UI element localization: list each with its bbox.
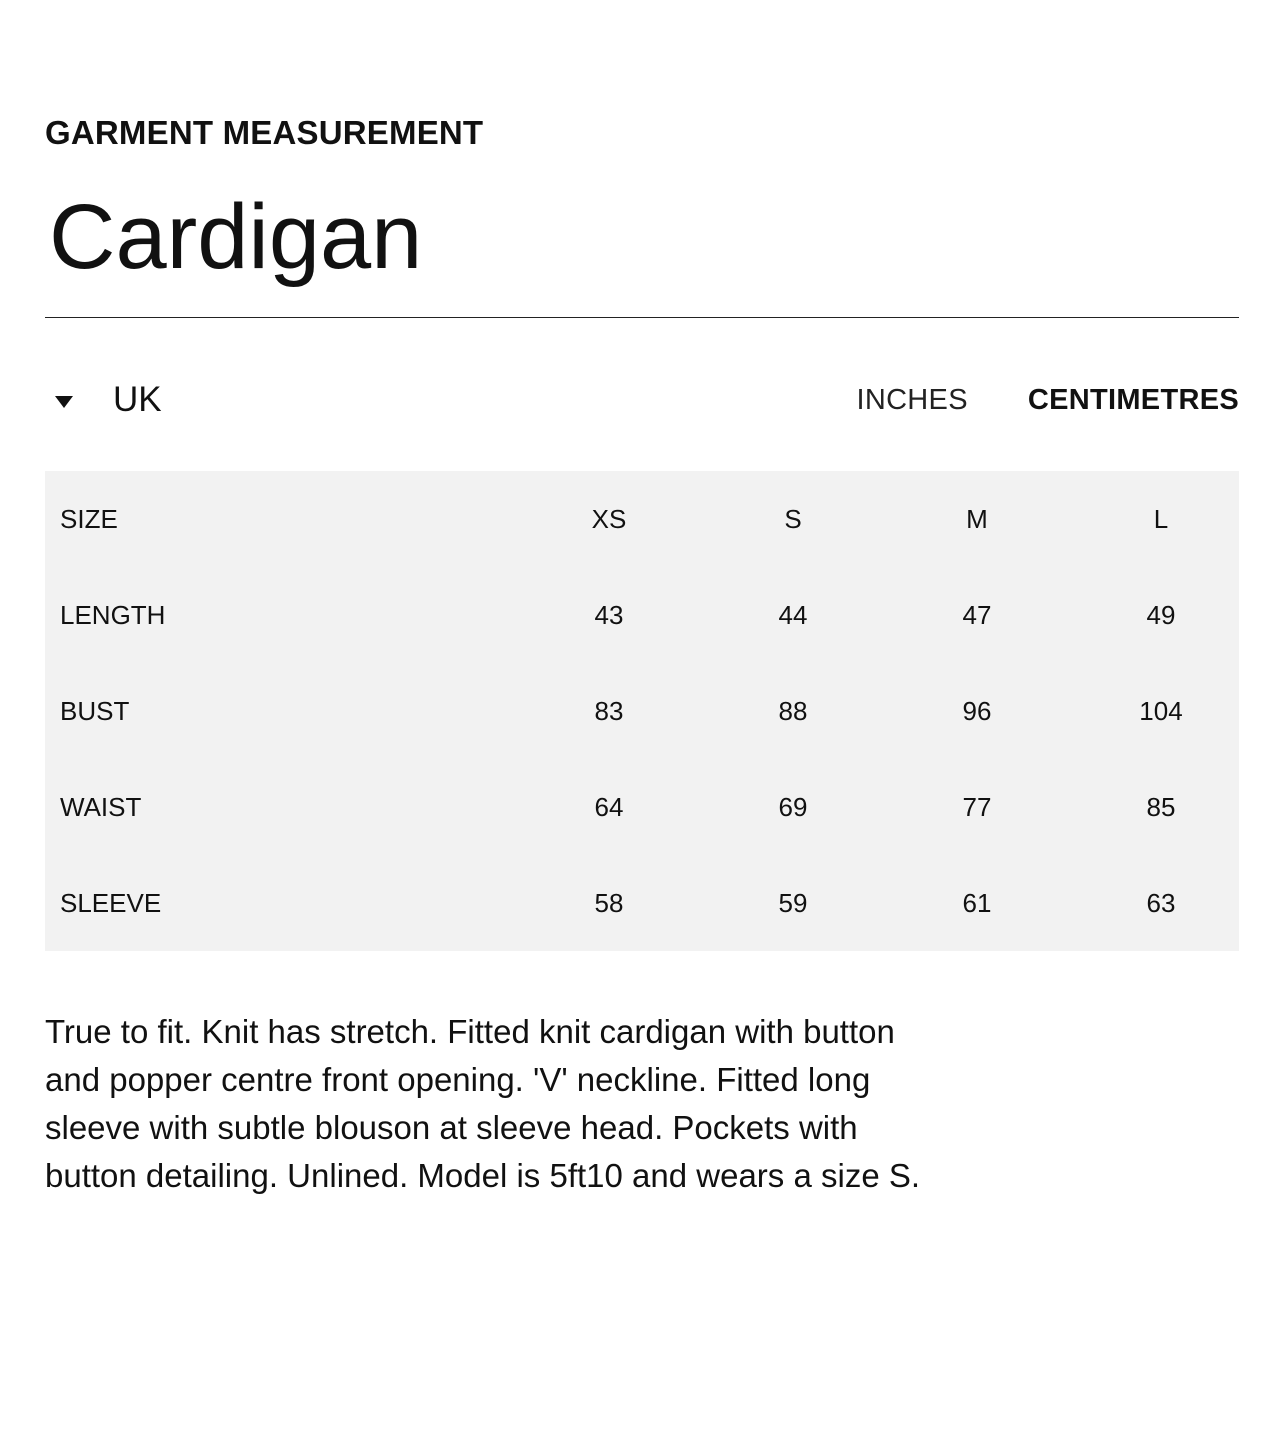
table-cell: 64	[594, 791, 624, 822]
caret-down-icon	[55, 396, 73, 408]
product-description	[45, 1008, 1045, 1200]
table-cell: 96	[962, 695, 992, 726]
table-cell: 59	[778, 887, 808, 918]
table-cell: 61	[962, 887, 992, 918]
row-label-sleeve: SLEEVE	[60, 887, 162, 918]
size-column-m: M	[966, 503, 988, 534]
size-column-s: S	[784, 503, 802, 534]
region-selector[interactable]	[55, 370, 162, 430]
table-cell: 83	[594, 695, 624, 726]
size-controls	[45, 370, 1239, 430]
table-cell: 47	[962, 599, 992, 630]
section-eyebrow: GARMENT MEASUREMENT	[45, 114, 484, 151]
table-cell: 43	[594, 599, 624, 630]
row-label-length: LENGTH	[60, 599, 166, 630]
unit-centimetres-button[interactable]: CENTIMETRES	[1027, 384, 1239, 416]
description-line: True to fit. Knit has stretch. Fitted knit cardigan with button	[45, 1013, 895, 1050]
region-label: UK	[113, 380, 162, 419]
product-title: Cardigan	[49, 186, 423, 288]
table-row	[45, 567, 1253, 663]
row-label-waist: WAIST	[60, 791, 142, 822]
table-row	[45, 759, 1253, 855]
row-label-bust: BUST	[60, 695, 130, 726]
table-cell: 85	[1146, 791, 1176, 822]
table-row	[45, 663, 1253, 759]
table-cell: 44	[778, 599, 808, 630]
size-column-xs: XS	[591, 503, 627, 534]
table-cell: 63	[1146, 887, 1176, 918]
table-cell: 88	[778, 695, 808, 726]
description-line: button detailing. Unlined. Model is 5ft10 and wears a size S.	[45, 1157, 921, 1194]
size-table	[45, 471, 1253, 951]
table-header-row	[45, 471, 1253, 567]
size-header-label: SIZE	[60, 503, 118, 534]
table-cell: 49	[1146, 599, 1176, 630]
size-table-container	[45, 471, 1239, 951]
table-cell: 69	[778, 791, 808, 822]
table-row	[45, 855, 1253, 951]
description-line: sleeve with subtle blouson at sleeve head. Pockets with	[45, 1109, 858, 1146]
description-line: and popper centre front opening. 'V' neckline. Fitted long	[45, 1061, 871, 1098]
unit-inches-button[interactable]: INCHES	[856, 384, 968, 416]
unit-toggle	[856, 370, 1239, 430]
table-cell: 104	[1139, 695, 1183, 726]
table-cell: 77	[962, 791, 992, 822]
header-divider	[45, 317, 1239, 318]
size-column-l: L	[1153, 503, 1169, 534]
table-cell: 58	[594, 887, 624, 918]
